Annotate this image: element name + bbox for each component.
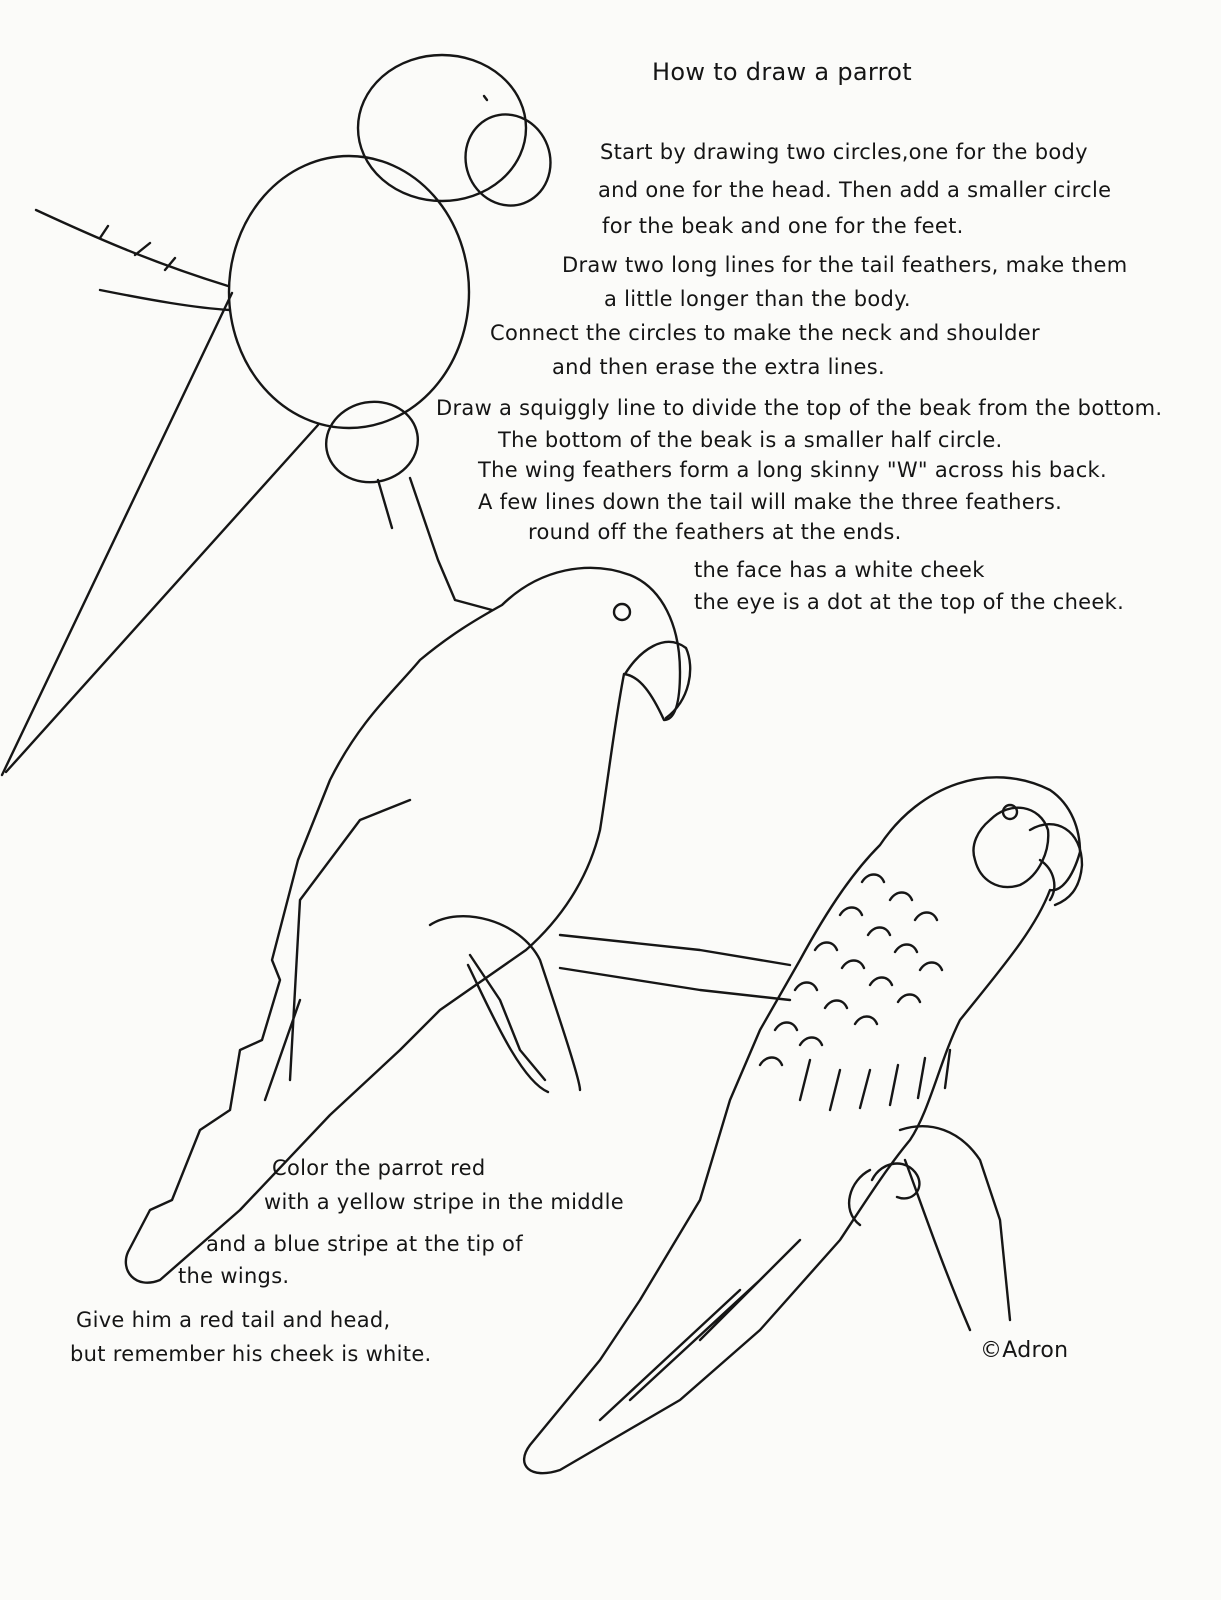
tail-line-right (6, 425, 318, 772)
step2-line2: a little longer than the body. (604, 287, 911, 311)
step1-line1: Start by drawing two circles,one for the body (600, 140, 1088, 164)
step1-line2: and one for the head. Then add a smaller circle (598, 178, 1112, 202)
scalloped-feathers (760, 875, 942, 1066)
step3-line2: and then erase the extra lines. (552, 355, 885, 379)
step4-line5: round off the feathers at the ends. (528, 520, 902, 544)
final-line1: Give him a red tail and head, (76, 1308, 391, 1332)
step5-line2: the eye is a dot at the top of the cheek. (694, 590, 1125, 614)
coloring-line2: with a yellow stripe in the middle (264, 1190, 624, 1214)
step5-line1: the face has a white cheek (694, 558, 985, 582)
stage-three-finished (524, 777, 1082, 1473)
branch-one (36, 210, 230, 310)
beak-circle (453, 102, 563, 217)
branch-two-ext (560, 935, 790, 1000)
perch-one (378, 478, 492, 610)
coloring-line1: Color the parrot red (272, 1156, 486, 1180)
eye (614, 604, 630, 620)
final-line2: but remember his cheek is white. (70, 1342, 432, 1366)
tail-line-left (2, 293, 232, 775)
tail-feathers (600, 1240, 800, 1420)
branch-two (430, 916, 580, 1092)
step4-line1: Draw a squiggly line to divide the top of the beak from the bottom. (436, 396, 1163, 420)
step4-line2: The bottom of the beak is a smaller half circle. (498, 428, 1003, 452)
step3-line1: Connect the circles to make the neck and shoulder (490, 321, 1040, 345)
eye-dot (484, 96, 487, 100)
step4-line3: The wing feathers form a long skinny "W" across his back. (478, 458, 1107, 482)
macaw-outline (524, 777, 1080, 1473)
coloring-line3: and a blue stripe at the tip of (206, 1232, 523, 1256)
wing-line (265, 800, 410, 1100)
step1-line3: for the beak and one for the feet. (602, 214, 964, 238)
body-circle (229, 156, 469, 428)
step4-line4: A few lines down the tail will make the three feathers. (478, 490, 1063, 514)
macaw-branch (849, 1126, 1010, 1330)
page-title: How to draw a parrot (652, 58, 912, 86)
head-circle (358, 55, 526, 201)
step2-line1: Draw two long lines for the tail feathers, make them (562, 253, 1128, 277)
copyright-signature: ©Adron (980, 1338, 1069, 1363)
macaw-eye (1003, 805, 1017, 819)
coloring-line4: the wings. (178, 1264, 290, 1288)
macaw-beak (1030, 824, 1082, 905)
